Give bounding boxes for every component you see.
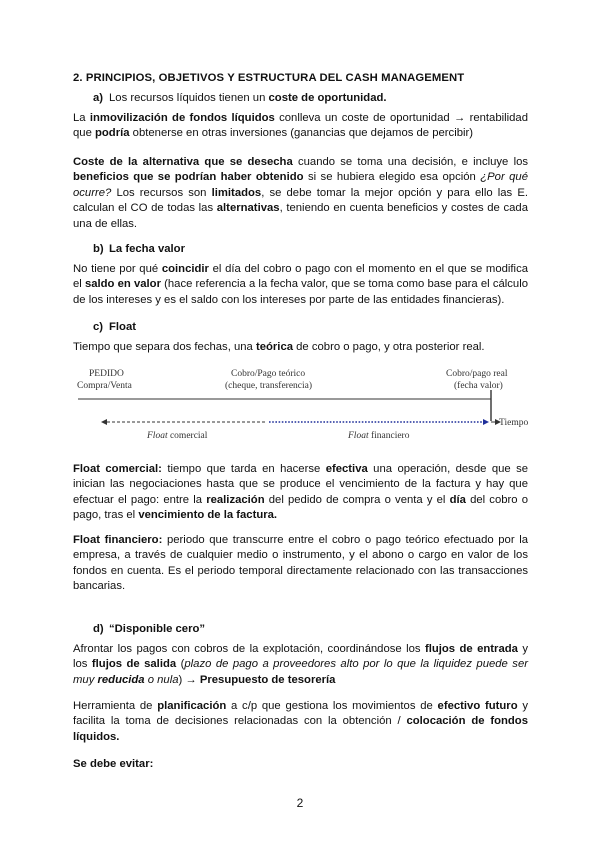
paragraph-herramienta [73, 699, 528, 745]
subsection-a-bold: coste de oportunidad. [268, 92, 387, 104]
text-run: La [73, 112, 90, 124]
text-run: si se hubiera elegido esa opción [303, 171, 481, 184]
comercial-word: comercial [167, 431, 208, 440]
subsection-a-lead: Los recursos líquidos tienen un [109, 92, 269, 104]
bold-run: Se debe evitar: [73, 758, 154, 770]
label-cheque-transferencia: (cheque, transferencia) [225, 381, 313, 391]
text-run: conlleva un coste de oportunidad → rentabilidad que [73, 112, 528, 140]
subsection-d-label: d) [93, 623, 104, 635]
float-timeline-diagram [73, 365, 530, 440]
text-run: a c/p que gestiona los movimientos de [226, 700, 438, 712]
text-run: obtenerse en otras inversiones (ganancias que dejamos de percibir) [129, 127, 474, 140]
bold-run: limitados [211, 186, 262, 199]
bold-run: vencimiento de la factura. [138, 509, 278, 522]
subsection-d-title: “Disponible cero” [109, 623, 206, 635]
label-compra-venta: Compra/Venta [77, 381, 132, 391]
paragraph-disponible-cero [73, 642, 528, 688]
subsection-c [93, 320, 548, 335]
subsection-c-label: c) [93, 321, 104, 333]
text-run: del cobro o pago, tras el [73, 493, 528, 522]
subsection-d [93, 622, 548, 637]
bold-run: teórica [255, 341, 294, 353]
subsection-b-label: b) [93, 243, 104, 255]
bold-run: efectiva [325, 463, 368, 475]
text-run: de cobro o pago, y otra posterior real. [293, 341, 485, 353]
bold-italic-run: reducida [97, 673, 145, 686]
bold-run: inmovilización de fondos líquidos [89, 112, 275, 124]
text-run: No tiene por qué [73, 263, 162, 275]
bold-run: podría [95, 127, 130, 140]
paragraph-coste-alternativa [73, 155, 528, 232]
text-run: , se debe tomar la mejor opción y para ello las E. calculan el CO de todas las [73, 186, 528, 215]
bold-run: Float financiero: [73, 534, 163, 546]
text-run: Afrontar los pagos con cobros de la explotación, coordinándose los [73, 643, 425, 655]
text-run: ) → [178, 673, 200, 686]
text-run: tiempo que tarda en hacerse [161, 463, 326, 475]
text-run: periodo que transcurre entre el cobro o pago teórico efectuado por la empresa, a través de cualquier medio o instrumento, y el abono o cargo en valor de los fondos en cuenta. Es el periodo temporal directamente relacionado con las transacciones bancarias. [73, 534, 528, 593]
subsection-a [93, 91, 548, 106]
paragraph-float-financiero [73, 533, 528, 595]
bold-run: planificación [157, 700, 227, 712]
float-word: Float [147, 431, 168, 440]
italic-run: o nula [144, 673, 179, 686]
bold-run: efectivo futuro [437, 700, 518, 712]
bold-run: coincidir [161, 263, 209, 275]
text-run: del pedido de compra o venta y el [264, 493, 450, 506]
bold-run: flujos de entrada [424, 643, 518, 655]
float-comercial-arrowhead [101, 419, 107, 425]
paragraph-se-debe-evitar [73, 757, 528, 772]
text-run: Los recursos son [111, 186, 212, 199]
section-title: 2. PRINCIPIOS, OBJETIVOS Y ESTRUCTURA DEL CASH MANAGEMENT [73, 72, 465, 84]
text-run: Tiempo que separa dos fechas, una [73, 341, 256, 353]
subsection-b [93, 242, 548, 257]
float-word: Float [348, 431, 369, 440]
label-fecha-valor: (fecha valor) [454, 381, 503, 391]
float-financiero-arrowhead [483, 419, 489, 425]
bold-run: alternativas [216, 202, 280, 215]
bold-run: colocación de fondos líquidos. [73, 715, 528, 743]
label-float-comercial [146, 431, 208, 440]
label-float-financiero [347, 430, 410, 440]
bold-run: Coste de la alternativa que se desecha [73, 156, 293, 168]
bold-run: realización [206, 493, 265, 506]
text-run: , teniendo en cuenta beneficios y costes de cada una de ellas. [73, 202, 528, 230]
paragraph-float-comercial [73, 462, 528, 524]
text-run: Herramienta de [73, 700, 158, 712]
page-number: 2 [296, 796, 304, 810]
text-run: el día del cobro o pago con el momento en el que se modifica el [73, 263, 528, 291]
italic-run: ¿Por qué ocurre? [73, 171, 528, 199]
subsection-b-title: La fecha valor [109, 243, 185, 255]
paragraph-fecha-valor [73, 262, 528, 308]
text-run: ( [176, 658, 185, 671]
label-cobro-real: Cobro/pago real [446, 369, 508, 379]
subsection-c-title: Float [109, 321, 136, 333]
paragraph-inmovilizacion [73, 111, 528, 142]
paragraph-float [73, 340, 528, 355]
text-run: una operación, desde que se inician las negociaciones hasta que se produce el vencimiento de la factura y hay que efectuar el pago: entre la [73, 463, 529, 506]
bold-run: saldo en valor [84, 278, 161, 291]
bold-run: Float comercial: [73, 463, 162, 475]
italic-run: plazo de pago a proveedores alto por lo que la liquidez puede ser muy [73, 658, 528, 686]
bold-run: Presupuesto de tesorería [199, 673, 336, 686]
label-pedido: PEDIDO [89, 369, 124, 379]
text-run: cuando se toma una decisión, e incluye los [292, 156, 529, 168]
financiero-word: financiero [368, 431, 410, 440]
text-run: y los [73, 643, 528, 671]
text-run: (hace referencia a la fecha valor, que se toma como base para el cálculo de los intereses y es el saldo con los intereses por parte de las entidades financieras). [73, 278, 528, 306]
text-run: y facilita la toma de decisiones relacionadas con la obtención / [73, 700, 528, 728]
bold-run: flujos de salida [91, 658, 177, 671]
bold-run: beneficios que se podrían haber obtenido [73, 171, 304, 184]
bold-run: día [449, 493, 466, 506]
label-tiempo: Tiempo [499, 418, 529, 428]
label-cobro-teorico: Cobro/Pago teórico [231, 369, 306, 379]
subsection-a-label: a) [93, 92, 104, 104]
